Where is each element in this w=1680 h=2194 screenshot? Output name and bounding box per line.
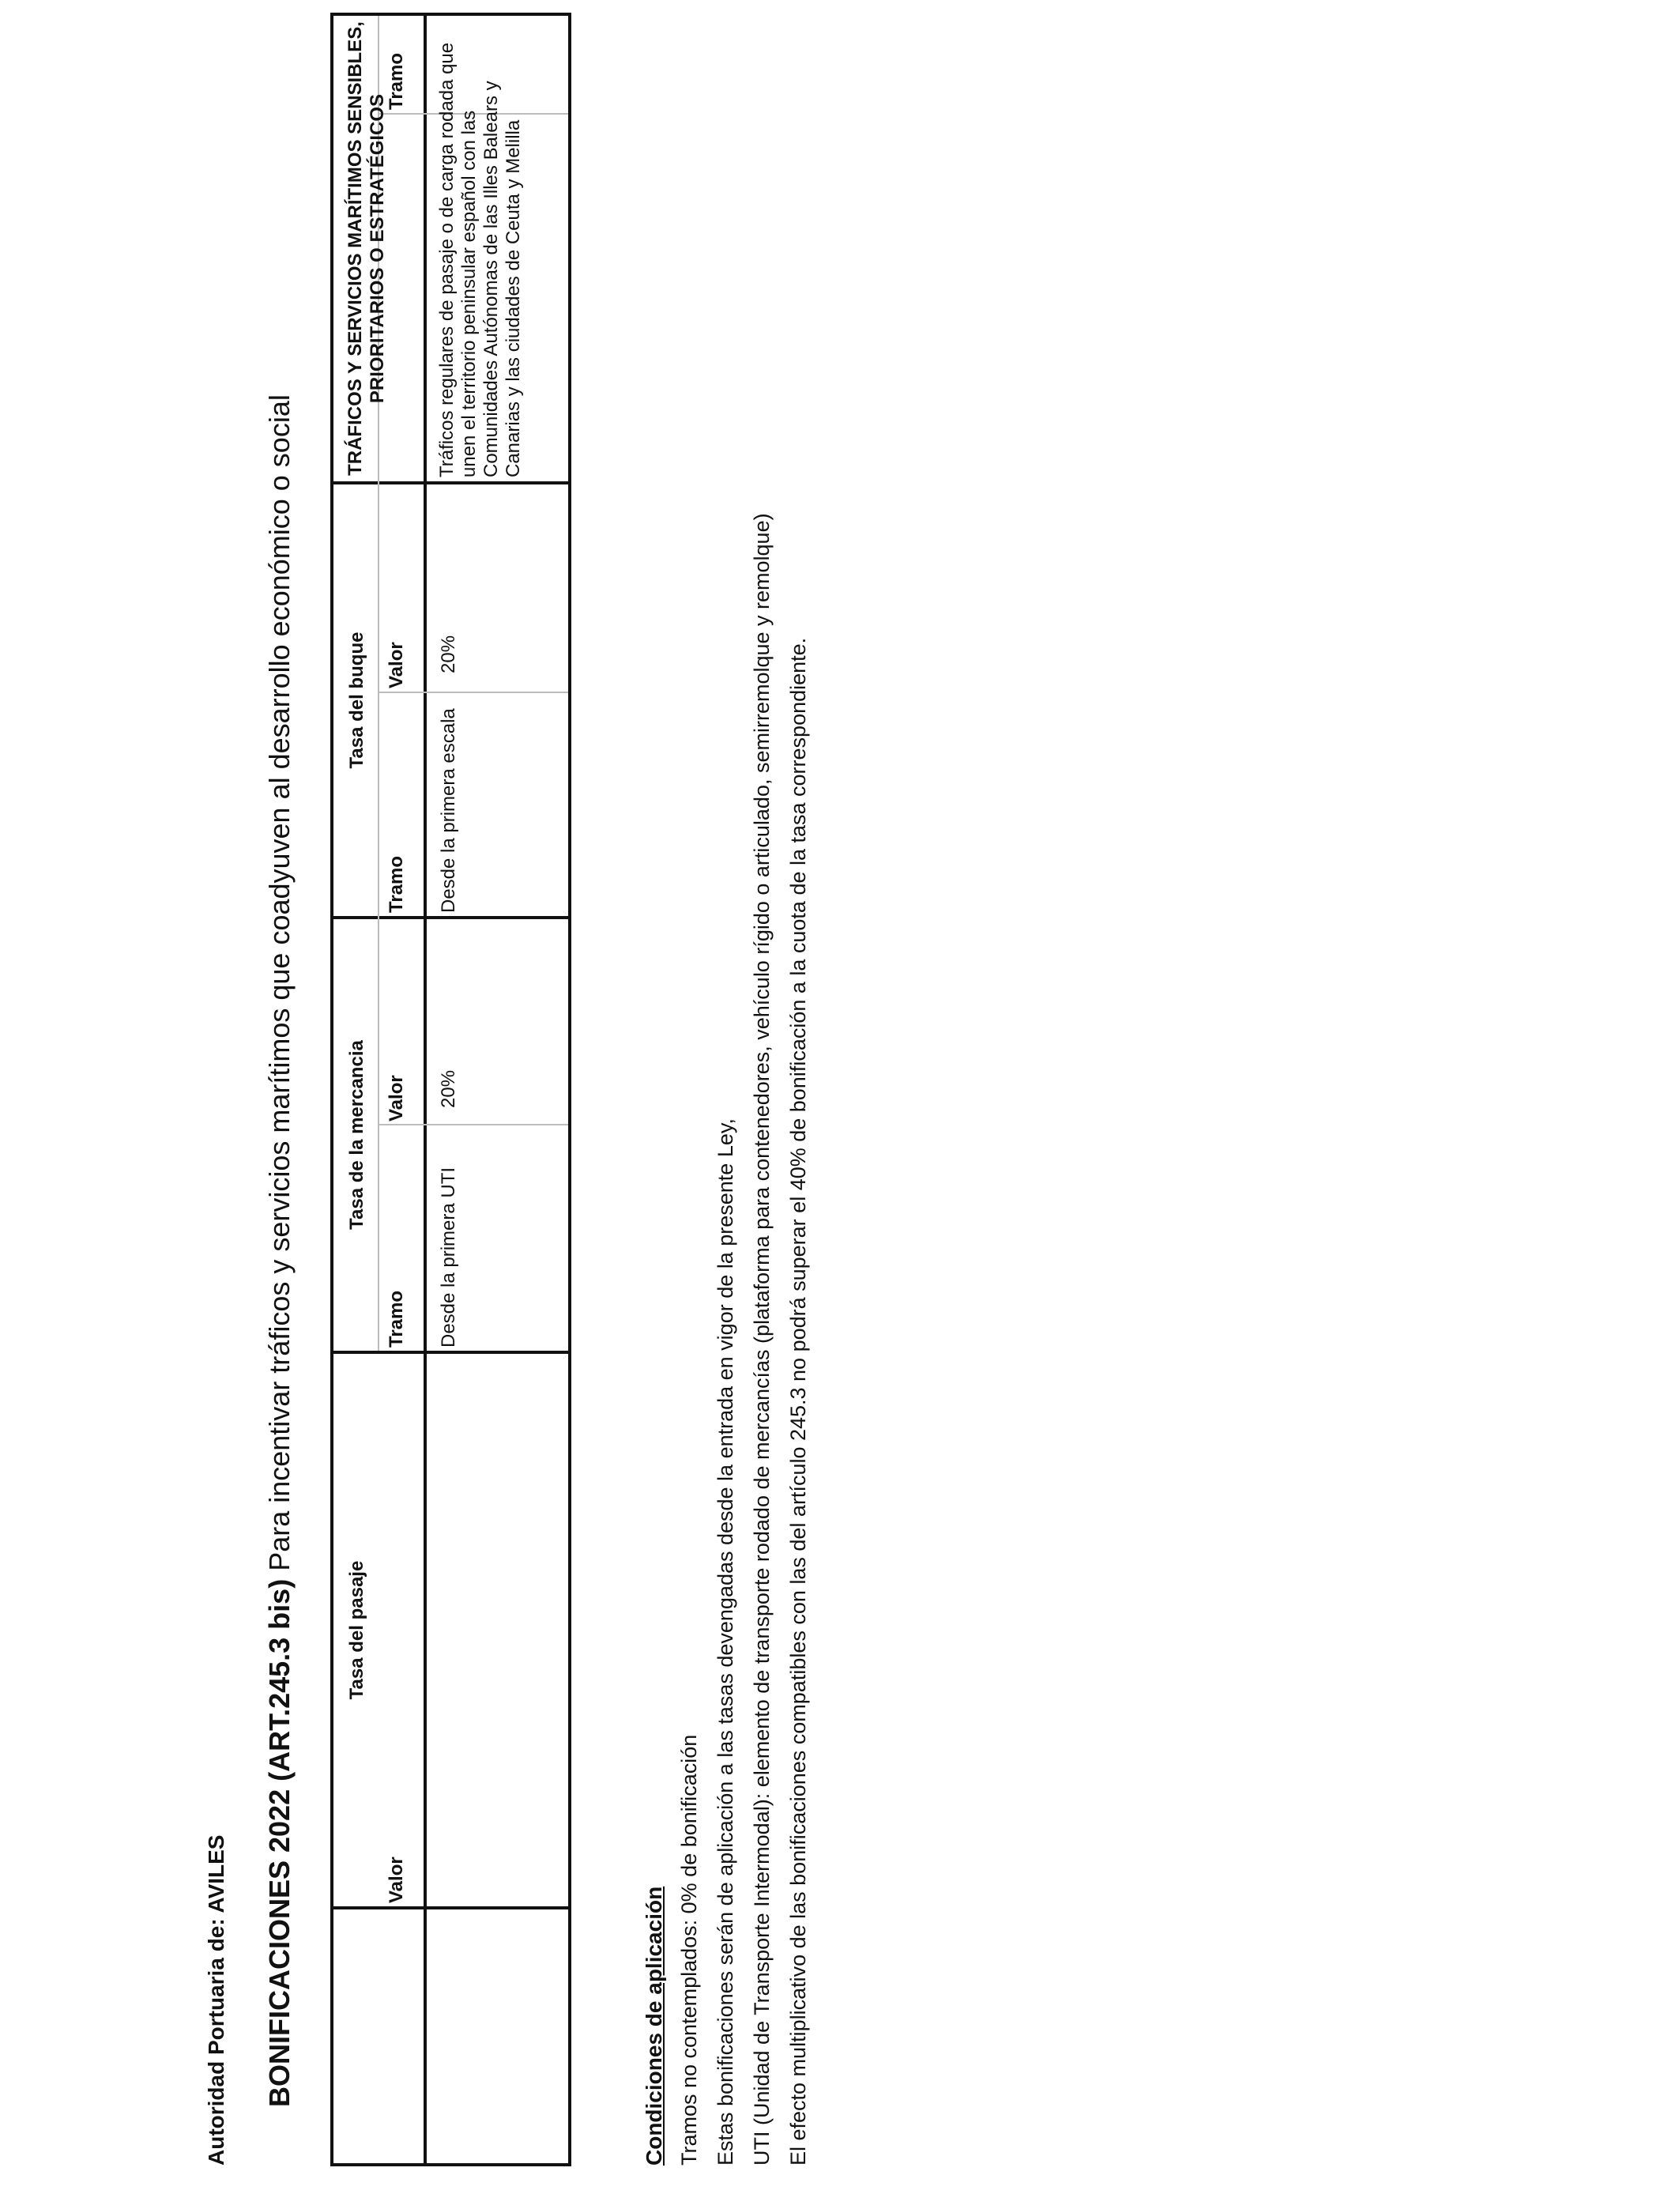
title-bold: BONIFICACIONES 2022 (ART.245.3 bis) (263, 1578, 296, 2107)
condition-line: Tramos no contemplados: 0% de bonificación (677, 1734, 701, 2166)
buque-tramo-value: Desde la primera escala (438, 708, 459, 913)
mercancia-valor-value: 20% (438, 1069, 459, 1108)
authority-label: Autoridad Portuaria de: AVILES (204, 1834, 228, 2166)
conditions-title: Condiciones de aplicación (642, 1886, 666, 2166)
condition-line: Estas bonificaciones serán de aplicación a las tasas devengadas desde la entrada en vigor de la presente Ley, (714, 1118, 737, 2166)
page-title (263, 394, 296, 2107)
condition-line: El efecto multiplicativo de las bonificaciones compatibles con las del artículo 245.3 no podrá superar el 40% de bonificación a la cuota de la tasa correspondiente. (786, 637, 810, 2166)
buque-valor-value: 20% (438, 635, 459, 673)
title-rest: Para incentivar tráficos y servicios marítimos que coadyuven al desarrollo económico o social (263, 394, 296, 1579)
mercancia-tramo-value: Desde la primera UTI (438, 1167, 459, 1348)
condition-line: UTI (Unidad de Transporte Intermodal): elemento de transporte rodado de mercancías (plataforma para contenedores, vehículo rígido o articulado, semirremolque y remolque) (750, 513, 774, 2166)
buque-valor-header: Valor (386, 642, 407, 688)
buque-tramo-header: Tramo (386, 855, 407, 913)
pasaje-tramo-header: Tramo (386, 52, 407, 110)
group-pasaje: Tasa del pasaje (346, 1560, 367, 1700)
mercancia-valor-header: Valor (386, 1075, 407, 1122)
group-mercancia: Tasa de la mercancia (346, 1040, 367, 1230)
bonificaciones-table (330, 13, 571, 2166)
pasaje-valor-header: Valor (386, 1857, 407, 1903)
mercancia-tramo-header: Tramo (386, 1290, 407, 1348)
row-description: Tráficos regulares de pasaje o de carga rodada que unen el territorio peninsular español con las Comunidades Autónomas de las Illes Balears y Canarias y las ciudades de Ceuta y Melilla (436, 42, 524, 477)
group-buque: Tasa del buque (346, 631, 367, 769)
main-header: TRÁFICOS Y SERVICIOS MARÍTIMOS SENSIBLES, PRIORITARIOS O ESTRATÉGICOS (345, 21, 388, 476)
